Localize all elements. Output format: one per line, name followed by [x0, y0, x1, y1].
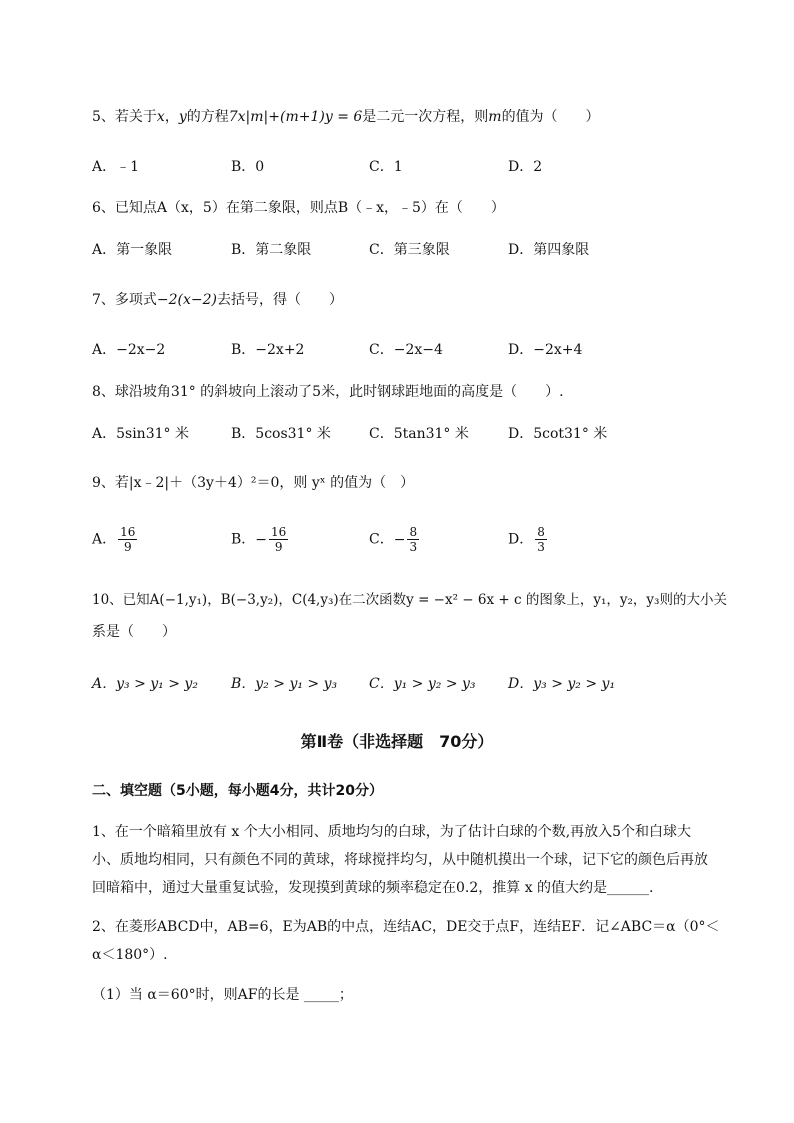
q5-text-b: 的方程: [186, 109, 229, 125]
q10-option-c[interactable]: C．y₁ > y₂ > y₃: [369, 676, 476, 692]
q5-sep: ，: [164, 109, 179, 125]
q9-option-c-sign: −: [393, 531, 406, 548]
q5-var-m: m: [488, 109, 502, 125]
q9-option-b[interactable]: [231, 525, 289, 554]
fill-2: [92, 915, 732, 967]
q10-option-a[interactable]: A．y₃ > y₁ > y₂: [92, 676, 198, 692]
question-7-stem: [92, 290, 343, 310]
q8-option-c[interactable]: C．5tan31° 米: [369, 426, 469, 442]
fill-2-sub1: （1）当 α＝60°时，则AF的长是 _____；: [92, 987, 353, 1003]
q7-text-b: 去括号，得（ ）: [217, 292, 344, 308]
q8-option-b[interactable]: B．5cos31° 米: [231, 426, 331, 442]
q5-option-c[interactable]: C．1: [369, 159, 403, 175]
q5-var-y: y: [178, 109, 187, 125]
q9-option-a-fraction: [118, 525, 137, 554]
fill-1-line3: 回暗箱中，通过大量重复试验，发现摸到黄球的频率稳定在0.2，推算 x 的值大约是______.: [92, 880, 654, 896]
fill-2-line1: 2、在菱形ABCD中，AB=6，E为AB的中点，连结AC，DE交于点F，连结EF．记∠ABC＝α（0°＜: [92, 919, 720, 935]
q9-option-b-label: B．: [231, 531, 256, 548]
q7-text: 7、多项式: [92, 292, 157, 308]
question-10-stem-line2: 系是（ ）: [92, 624, 176, 640]
question-5-stem: [92, 107, 600, 127]
q7-option-d[interactable]: D．−2x+4: [508, 342, 583, 358]
q9-option-c-label: C．: [369, 531, 394, 548]
q9-option-a-label: A．: [92, 531, 117, 548]
question-6-stem: 6、已知点A（x，5）在第二象限，则点B（﹣x，﹣5）在（ ）: [92, 200, 505, 216]
fill-2-line2: α＜180°）.: [92, 947, 168, 963]
q6-option-a[interactable]: A．第一象限: [92, 242, 173, 258]
q9-option-c-fraction: [407, 525, 419, 554]
fill-1-line2: 小、质地均相同，只有颜色不同的黄球，将球搅拌均匀，从中随机摸出一个球，记下它的颜色后再放: [92, 852, 708, 868]
numerator: 16: [271, 525, 287, 539]
q8-option-d[interactable]: D．5cot31° 米: [508, 426, 608, 442]
q5-option-d[interactable]: D．2: [508, 159, 543, 175]
denominator: 9: [274, 540, 283, 554]
q5-option-b[interactable]: B．0: [231, 159, 265, 175]
q9-option-d-fraction: [535, 525, 547, 554]
q6-option-c[interactable]: C．第三象限: [369, 242, 450, 258]
denominator: 9: [123, 540, 132, 554]
q6-option-b[interactable]: B．第二象限: [231, 242, 312, 258]
q5-text-c: 是二元一次方程，则: [362, 109, 489, 125]
numerator: 8: [409, 525, 418, 539]
question-10-stem-line1: 10、已知A(−1,y₁)，B(−3,y₂)，C(4,y₃)在二次函数y = −x² − 6x + c 的图象上，y₁，y₂，y₃则的大小关: [92, 592, 727, 608]
fill-1-line1: 1、在一个暗箱里放有 x 个大小相同、质地均匀的白球，为了估计白球的个数,再放入5个和白球大: [92, 824, 692, 840]
q5-text-d: 的值为（ ）: [501, 109, 600, 125]
q7-expression: −2(x−2): [156, 292, 218, 308]
q5-equation: 7x|m|+(m+1)y = 6: [228, 109, 363, 125]
q9-option-b-fraction: [269, 525, 288, 554]
q9-option-d[interactable]: [508, 525, 548, 554]
q10-option-d[interactable]: D．y₃ > y₂ > y₁: [508, 676, 616, 692]
q9-option-b-sign: −: [255, 531, 268, 548]
section-title: 第Ⅱ卷（非选择题 70分）: [300, 732, 494, 751]
question-9-stem: 9、若|x﹣2|＋（3y＋4）²＝0，则 yˣ 的值为（ ）: [92, 475, 415, 491]
numerator: 8: [537, 525, 545, 539]
fill-in-heading: 二、填空题（5小题，每小题4分，共计20分）: [92, 783, 383, 799]
numerator: 16: [120, 525, 136, 539]
q9-option-c[interactable]: [369, 525, 420, 554]
denominator: 3: [537, 540, 545, 554]
q7-option-c[interactable]: C．−2x−4: [369, 342, 443, 358]
q5-text: 5、若关于: [92, 109, 157, 125]
fill-1: [92, 820, 732, 900]
q5-var-x: x: [156, 109, 165, 125]
q7-option-b[interactable]: B．−2x+2: [231, 342, 305, 358]
q6-option-d[interactable]: D．第四象限: [508, 242, 590, 258]
denominator: 3: [409, 540, 418, 554]
q9-option-a[interactable]: [92, 525, 138, 554]
q7-option-a[interactable]: A．−2x−2: [92, 342, 166, 358]
question-8-stem: 8、球沿坡角31° 的斜坡向上滚动了5米，此时钢球距地面的高度是（ ）.: [92, 384, 564, 400]
q9-option-d-label: D．: [508, 531, 534, 548]
q8-option-a[interactable]: A．5sin31° 米: [92, 426, 189, 442]
q5-option-a[interactable]: A．﹣1: [92, 159, 140, 175]
q10-option-b[interactable]: B．y₂ > y₁ > y₃: [231, 676, 338, 692]
